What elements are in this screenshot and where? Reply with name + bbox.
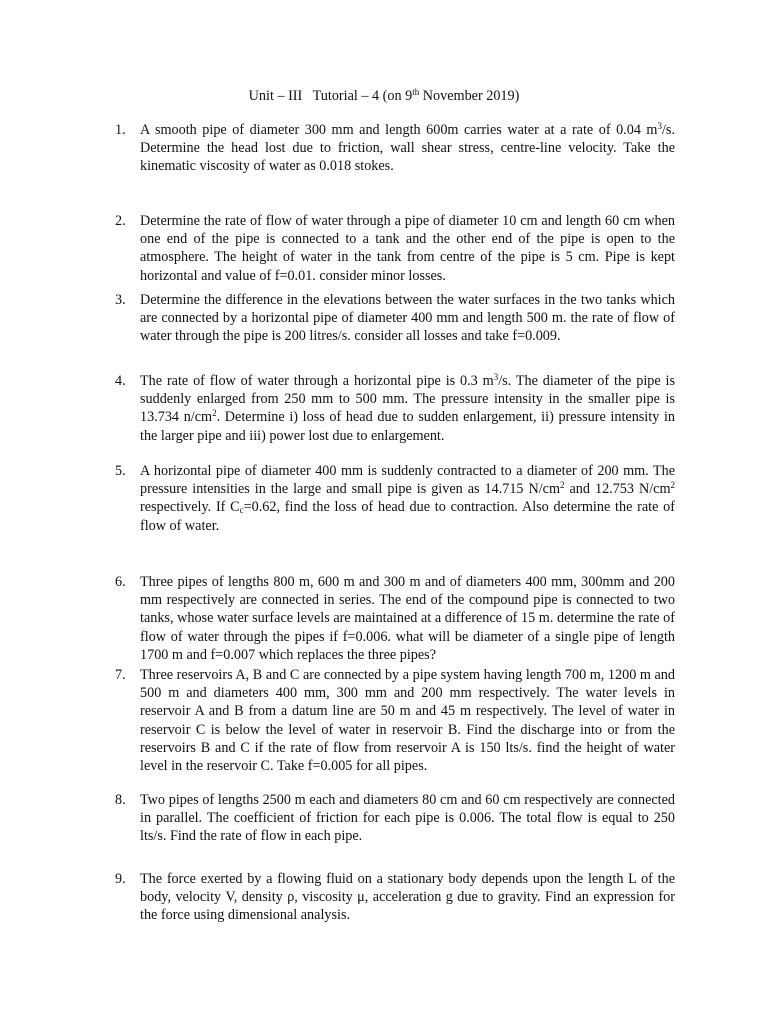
- question-number: 8.: [115, 792, 126, 808]
- question-number: 2.: [115, 213, 126, 229]
- text-run: respectively. If C: [140, 499, 240, 516]
- question-number: 3.: [115, 292, 126, 308]
- text-run: A smooth pipe of diameter 300 mm and length 600m carries water at a rate of 0.04 m: [140, 122, 658, 138]
- question-number: 9.: [115, 871, 126, 887]
- superscript: 2: [670, 480, 675, 491]
- text-run: Three reservoirs A, B and C are connected by a pipe system having length 700 m, 1200 m and 500 m and diameters 400 mm, 300 mm and 200 mm respectively. The water levels in reservoir A and B from a datum line are 50 m and 45 m respectively. The level of water in reservoir C is below the level of water in reservoir B. Find the discharge into or from the reservoirs B and C if the rate of flow from reservoir A is 150 lts/s. find the height of water level in the reservoir C. Take f=0.005 for all pipes.: [140, 667, 675, 775]
- superscript: 2: [560, 480, 565, 491]
- text-run: /s. The diameter of the pipe is suddenly enlarged from 250 mm to 500 mm. The pressure intensity in the smaller pipe is 13.734 n/cm: [140, 373, 675, 426]
- text-run: /s. Determine the head lost due to friction, wall shear stress, centre-line velocity. Take the kinematic viscosity of water as 0.018 stokes.: [140, 122, 675, 175]
- question-text: [140, 291, 675, 346]
- text-run: Two pipes of lengths 2500 m each and diameters 80 cm and 60 cm respectively are connected in parallel. The coefficient of friction for each pipe is 0.006. The total flow is equal to 250 lts/s. Find the rate of flow in each pipe.: [140, 792, 675, 845]
- page-title: [0, 88, 768, 105]
- subscript: c: [239, 505, 244, 516]
- text-run: Determine the difference in the elevations between the water surfaces in the two tanks which are connected by a horizontal pipe of diameter 400 mm and length 500 m. the rate of flow of water through the pipe is 200 litres/s. consider all losses and take f=0.009.: [140, 292, 675, 345]
- question-text: [140, 791, 675, 846]
- superscript: 3: [493, 372, 499, 382]
- title-text: Unit – III Tutorial – 4 (on 9: [248, 88, 413, 104]
- question-number: 6.: [115, 574, 126, 590]
- text-run: . Determine i) loss of head due to sudden enlargement, ii) pressure intensity in the larger pipe and iii) power lost due to enlargement.: [140, 409, 675, 444]
- title-date: November 2019): [419, 88, 520, 104]
- text-run: A horizontal pipe of diameter 400 mm is suddenly contracted to a diameter of 200 mm. The pressure intensities in the large and small pipe is given as 14.715 N/cm: [140, 463, 675, 498]
- question-text: [140, 870, 675, 925]
- superscript: 3: [657, 121, 662, 131]
- question-text: [140, 573, 675, 664]
- text-run: The rate of flow of water through a horizontal pipe is 0.3 m: [140, 373, 494, 389]
- title-superscript: th: [412, 87, 420, 97]
- question-number: 4.: [115, 373, 126, 389]
- text-run: =0.62, find the loss of head due to contraction. Also determine the rate of flow of water.: [140, 499, 676, 534]
- question-text: [140, 666, 675, 775]
- text-run: The force exerted by a flowing fluid on a stationary body depends upon the length L of the body, velocity V, density ρ, viscosity μ, acceleration g due to gravity. Find an expression for the force using dimensional analysis.: [140, 871, 675, 924]
- text-run: Three pipes of lengths 800 m, 600 m and 300 m and of diameters 400 mm, 300mm and 200 mm respectively are connected in series. The end of the compound pipe is connected to two tanks, whose water surface levels are maintained at a difference of 15 m. determine the rate of flow of water through the pipes if f=0.006. what will be diameter of a single pipe of length 1700 m and f=0.007 which replaces the three pipes?: [140, 574, 675, 663]
- text-run: Determine the rate of flow of water through a pipe of diameter 10 cm and length 60 cm when one end of the pipe is connected to a tank and the other end of the pipe is open to the atmosphere. The height of water in the tank from centre of the pipe is 5 cm. Pipe is kept horizontal and value of f=0.01. consider minor losses.: [140, 213, 675, 284]
- text-run: and 12.753 N/cm: [564, 481, 671, 498]
- question-text: [140, 121, 675, 176]
- question-text: [140, 462, 675, 535]
- question-text: [140, 372, 675, 445]
- question-text: [140, 212, 675, 285]
- superscript: 2: [212, 408, 217, 419]
- question-number: 5.: [115, 463, 126, 479]
- question-number: 7.: [115, 667, 126, 683]
- question-number: 1.: [115, 122, 126, 138]
